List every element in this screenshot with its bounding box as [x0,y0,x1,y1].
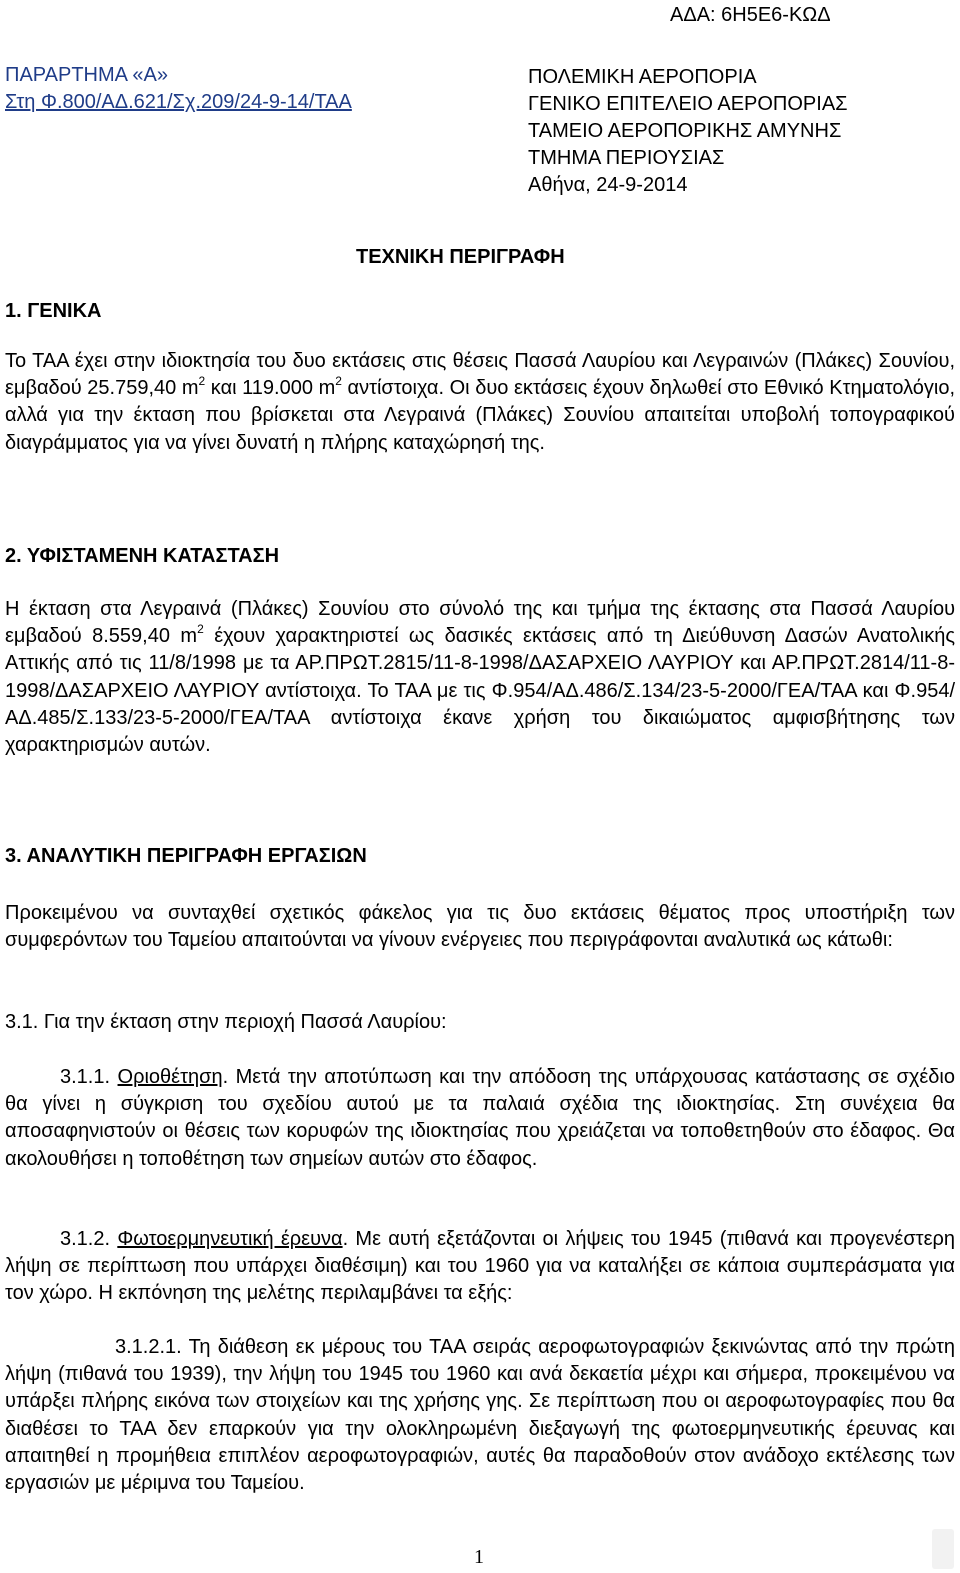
org-line-fund: ΤΑΜΕΙΟ ΑΕΡΟΠΟΡΙΚΗΣ ΑΜΥΝΗΣ [528,120,842,142]
section-3-heading: 3. ΑΝΑΛΥΤΙΚΗ ΠΕΡΙΓΡΑΦΗ ΕΡΓΑΣΙΩΝ [5,845,367,867]
ada-code: ΑΔΑ: 6Η5Ε6-ΚΩΔ [670,4,831,26]
section-1-paragraph: Το ΤΑΑ έχει στην ιδιοκτησία του δυο εκτάσεις στις θέσεις Πασσά Λαυρίου και Λεγραινών (Πλάκες) Σουνίου, εμβαδού 25.759,40 $m^2$ και 119.000 $m^2$ αντίστοιχα. Οι δυο εκτάσεις έχουν δηλωθεί στο Εθνικό Κτηματολόγιο, αλλά για την έκταση που βρίσκεται στα Λεγραινά (Πλάκες) Σουνίου απαιτείται υποβολή τοπογραφικού διαγράμματος για να γίνει δυνατή η πλήρης καταχώρησή της. [5,350,956,454]
org-line-department: ΤΜΗΜΑ ΠΕΡΙΟΥΣΙΑΣ [528,147,725,169]
section-2-paragraph: Η έκταση στα Λεγραινά (Πλάκες) Σουνίου στο σύνολό της και τμήμα της έκτασης στα Πασσά Λαυρίου εμβαδού 8.559,40 $m^2$ έχουν χαρακτηριστεί ως δασικές εκτάσεις από τη Διεύθυνση Δασών Ανατολικής Αττικής από τις 11/8/1998 με τα ΑΡ.ΠΡΩΤ.2815/11-8-1998/ΔΑΣΑΡΧΕΙΟ ΛΑΥΡΙΟΥ και ΑΡ.ΠΡΩΤ.2814/11-8-1998/ΔΑΣΑΡΧΕΙΟ ΛΑΥΡΙΟΥ αντίστοιχα. Το ΤΑΑ με τις Φ.954/ΑΔ.486/Σ.134/23-5-2000/ΓΕΑ/ΤΑΑ και Φ.954/ΑΔ.485/Σ.133/23-5-2000/ΓΕΑ/ΤΑΑ αντίστοιχα έκανε χρήση του δικαιώματος αμφισβήτησης των χαρακτηρισμών αυτών. [5,598,955,757]
section-3-intro [5,900,955,954]
org-line-air-force: ΠΟΛΕΜΙΚΗ ΑΕΡΟΠΟΡΙΑ [528,66,757,88]
page-number: 1 [474,1546,484,1568]
document-date: Αθήνα, 24-9-2014 [528,174,688,196]
section-2-heading: 2. ΥΦΙΣΤΑΜΕΝΗ ΚΑΤΑΣΤΑΣΗ [5,545,280,567]
annex-title: ΠΑΡΑΡΤΗΜΑ «Α» [5,64,169,86]
section-2-body [5,596,955,759]
item-3-1-2-1 [5,1334,955,1497]
item-3-1-1 [5,1064,955,1173]
page-corner-mark [932,1529,954,1569]
annex-reference: Στη Φ.800/ΑΔ.621/Σχ.209/24-9-14/ΤΑΑ [5,91,352,113]
subsection-3-1-heading: 3.1. Για την έκταση στην περιοχή Πασσά Λαυρίου: [5,1011,447,1033]
item-3-1-2-1-text: 3.1.2.1. Τη διάθεση εκ μέρους του ΤΑΑ σειράς αεροφωτογραφιών ξεκινώντας από την πρώτη λήψη (πιθανά του 1939), την λήψη του 1945 του 1960 και ανά δεκαετία μέχρι και σήμερα, προκειμένου να υπάρξει πλήρης εικόνα των στοιχείων και της χρήσης γης. Σε περίπτωση που οι αεροφωτογραφίες που θα διαθέσει το ΤΑΑ δεν επαρκούν για την ολοκληρωμένη διεξαγωγή της φωτοερμηνευτικής έρευνας και απαιτηθεί η προμήθεια επιπλέον αεροφωτογραφιών, αυτές θα παραδοθούν στον ανάδοχο εκτέλεσης των εργασιών με μέριμνα του Ταμείου. [5,1336,955,1495]
document-title: ΤΕΧΝΙΚΗ ΠΕΡΙΓΡΑΦΗ [356,246,565,268]
section-1-heading: 1. ΓΕΝΙΚΑ [5,300,102,322]
item-3-1-1-text: 3.1.1. Οριοθέτηση. Μετά την αποτύπωση και την απόδοση της υπάρχουσας κατάστασης σε σχέδιο θα γίνει η σύγκριση του σχεδίου αυτού με τα παλαιά σχέδια της ιδιοκτησίας. Στη συνέχεια θα αποσαφηνιστούν οι θέσεις των κορυφών της ιδιοκτησίας που χρειάζεται να τοποθετηθούν στο έδαφος. Θα ακολουθήσει η τοποθέτηση των σημείων αυτών στο έδαφος. [5,1066,955,1170]
section-3-intro-text: Προκειμένου να συνταχθεί σχετικός φάκελος για τις δυο εκτάσεις θέματος προς υποστήριξη των συμφερόντων του Ταμείου απαιτούνται να γίνουν ενέργειες που περιγράφονται αναλυτικά ως κάτωθι: [5,902,955,952]
item-3-1-1-title: Οριοθέτηση [117,1066,223,1088]
organization-block [528,64,848,199]
org-line-general-staff: ΓΕΝΙΚΟ ΕΠΙΤΕΛΕΙΟ ΑΕΡΟΠΟΡΙΑΣ [528,93,848,115]
item-3-1-2 [5,1226,955,1308]
item-3-1-2-text: 3.1.2. Φωτοερμηνευτική έρευνα. Με αυτή εξετάζονται οι λήψεις του 1945 (πιθανά και προγενέστερη λήψη σε περίπτωση που υπάρχει διαθέσιμη) και του 1960 για να καταλήξει σε κάποια συμπεράσματα για τον χώρο. Η εκπόνηση της μελέτης περιλαμβάνει τα εξής: [5,1228,955,1305]
section-1-body [5,348,955,457]
item-3-1-2-title: Φωτοερμηνευτική έρευνα [117,1228,343,1250]
